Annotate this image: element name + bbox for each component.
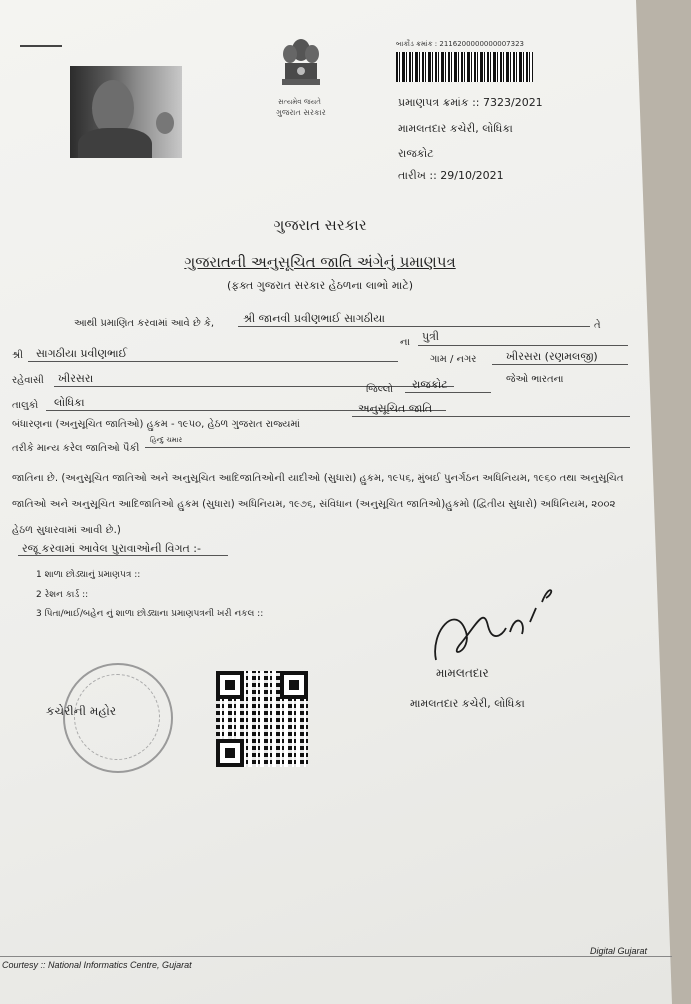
evidence-item: 3 પિતા/ભાઈ/બહેન નું શાળા છોડ્યાના પ્રમાણપત્રની ખરી નકલ :: xyxy=(36,609,264,619)
certificate-number: પ્રમાણપત્ર ક્રમાંક :: 7323/2021 xyxy=(398,96,543,109)
district-label: જિલ્લો xyxy=(366,384,393,395)
village-label: ગામ / નગર xyxy=(430,354,477,365)
constitution-line xyxy=(352,416,630,417)
father-name-line xyxy=(28,361,398,362)
evidence-item: 2 રેશન કાર્ડ :: xyxy=(36,590,89,600)
issue-date: તારીખ :: 29/10/2021 xyxy=(398,169,504,182)
barcode xyxy=(396,52,533,82)
qr-code xyxy=(216,671,308,767)
evidence-item: 1 શાળા છોડ્યાનું પ્રમાણપત્ર :: xyxy=(36,570,141,580)
district-line xyxy=(405,392,491,393)
resident-value: ખીરસરા xyxy=(58,372,94,385)
constitution-value: અનુસૂચિત જાતિ xyxy=(358,402,433,415)
ashoka-emblem-icon xyxy=(276,34,326,94)
evidence-underline xyxy=(18,555,228,556)
taluka-label: તાલુકો xyxy=(12,400,39,411)
shri-label: શ્રી xyxy=(12,350,24,361)
district-value: રાજકોટ xyxy=(412,378,448,391)
resident-line xyxy=(54,386,454,387)
footer-brand: Digital Gujarat xyxy=(590,946,648,956)
village-value: ખીરસરા (રણમલજી) xyxy=(506,350,598,363)
resident-label: રહેવાસી xyxy=(12,375,44,386)
india-label: જેઓ ભારતના xyxy=(506,374,564,385)
te-label: તે xyxy=(594,320,601,331)
barcode-label: બાર્કોડ ક્રમાંક : 2116200000000007323 xyxy=(396,40,524,48)
relation-value: પુત્રી xyxy=(422,330,440,343)
certificate-subtitle: (ફક્ત ગુજરાત સરકાર હેઠળના લાભો માટે) xyxy=(226,279,414,292)
officer-office: મામલતદાર કચેરી, લોધિકા xyxy=(410,697,525,710)
officer-designation: મામલતદાર xyxy=(436,666,489,680)
evidence-heading: રજૂ કરવામાં આવેલ પુરાવાઓની વિગત :- xyxy=(22,542,201,555)
constitution-label: બંધારણના (અનુસૂચિત જાતિઓ) હુકમ - ૧૯૫૦, હેઠળ ગુજરાત રાજ્યમાં xyxy=(12,419,300,430)
seal-label: કચેરીની મહોર xyxy=(46,704,117,718)
issuing-district: રાજકોટ xyxy=(398,147,434,160)
caste-line xyxy=(145,447,630,448)
caste-value: હિન્દુ ચમાર xyxy=(150,436,183,444)
caste-label: તરીકે માન્ય કરેલ જાતિઓ પૈકી xyxy=(12,443,140,454)
taluka-value: લોધિકા xyxy=(54,396,85,409)
certificate-title: ગુજરાતની અનુસૂચિત જાતિ અંગેનું પ્રમાણપત્ર xyxy=(184,253,456,271)
govt-title: ગુજરાત સરકાર xyxy=(273,216,367,234)
footer-rule xyxy=(0,956,672,957)
legal-paragraph: જાતિના છે. (અનુસૂચિત જાતિઓ અને અનુસૂચિત આદિજાતિઓની યાદીઓ (સુધારા) હુકમ, ૧૯૫૬, મુંબઈ પુનર્ગઠન અધિનિયમ, ૧૯૬૦ તથા અનુસૂચિત જાતિઓ અને અનુસૂચિત આદિજાતિઓ હુકમ (સુધારા) અધિનિયમ, ૧૯૭૬, સંવિધાન (અનુસૂચિત જાતિઓ)હુકમો (દ્વિતીય સુધારો) અધિનિયમ, ૨૦૦૨ હેઠળ સુધારવામાં આવી છે.) xyxy=(12,473,624,536)
father-name: સાગઠીયા પ્રવીણભાઈ xyxy=(36,347,128,360)
applicant-name-line xyxy=(238,326,590,327)
emblem-caption-govt: ગુજરાત સરકાર xyxy=(276,108,326,117)
certify-label: આથી પ્રમાણિત કરવામાં આવે છે કે, xyxy=(74,318,215,329)
issuing-office: મામલતદાર કચેરી, લોધિકા xyxy=(398,122,513,135)
applicant-photo xyxy=(70,66,182,158)
footer-courtesy: Courtesy :: National Informatics Centre, Gujarat xyxy=(2,960,192,970)
village-line xyxy=(492,364,628,365)
top-rule xyxy=(20,45,62,47)
officer-signature xyxy=(426,572,566,672)
relation-label: ના xyxy=(400,337,410,348)
relation-line xyxy=(418,345,628,346)
applicant-name: શ્રી જાનવી પ્રવીણભાઈ સાગઠીયા xyxy=(243,312,385,325)
emblem-caption: સત્યમેવ જયતે xyxy=(278,98,321,106)
